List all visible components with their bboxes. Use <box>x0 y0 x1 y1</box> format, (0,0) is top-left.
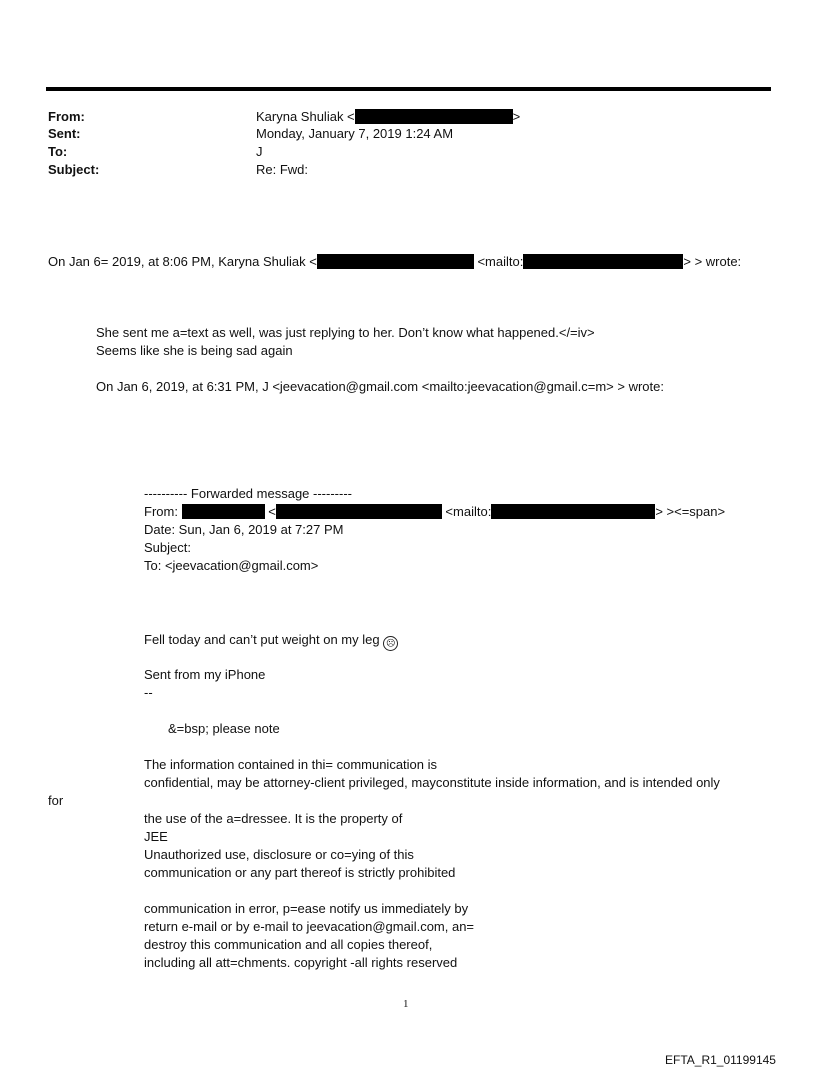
subject-label: Subject: <box>48 162 100 177</box>
to-label: To: <box>48 144 68 159</box>
disclaimer-line: confidential, may be attorney-client privileged, mayconstitute inside information, and is intended only <box>144 775 720 790</box>
redaction-box <box>523 254 683 269</box>
reply-intro-text: On Jan 6= 2019, at 8:06 PM, Karyna Shuliak < <box>48 254 317 269</box>
forwarded-to: To: <jeevacation@gmail.com> <box>144 558 319 573</box>
redaction-box <box>491 504 655 519</box>
disclaimer-line: for <box>48 793 64 808</box>
message-body <box>144 631 398 651</box>
mailto-text: <mailto: <box>445 504 492 519</box>
subject-value: Re: Fwd: <box>256 162 309 177</box>
redaction-box <box>182 504 265 519</box>
forwarded-from-tail: > ><=span> <box>655 504 726 519</box>
reply-intro <box>48 253 741 270</box>
document-id: EFTA_R1_01199145 <box>665 1053 776 1067</box>
from-value <box>256 108 520 125</box>
reply-intro-tail: > > wrote: <box>683 254 742 269</box>
disclaimer-line: including all att=chments. copyright -all rights reserved <box>144 955 458 970</box>
from-label: From: <box>48 109 85 124</box>
redaction-box <box>355 109 513 124</box>
forwarded-title: ---------- Forwarded message --------- <box>144 486 352 501</box>
forwarded-from-label: From: <box>144 504 178 519</box>
from-name: Karyna Shuliak < <box>256 109 355 124</box>
disclaimer-line: JEE <box>144 829 168 844</box>
redaction-box <box>276 504 442 519</box>
redaction-box <box>317 254 474 269</box>
message-dashes: -- <box>144 685 153 700</box>
reply-line-2: Seems like she is being sad again <box>96 343 293 358</box>
disclaimer-line: communication or any part thereof is strictly prohibited <box>144 865 456 880</box>
forwarded-date: Date: Sun, Jan 6, 2019 at 7:27 PM <box>144 522 344 537</box>
disclaimer-line: Unauthorized use, disclosure or co=ying of this <box>144 847 414 862</box>
header-rule <box>46 87 771 91</box>
disclaimer-line: destroy this communication and all copies thereof, <box>144 937 433 952</box>
forwarded-from <box>144 503 725 520</box>
disclaimer-line: the use of the a=dressee. It is the property of <box>144 811 403 826</box>
forwarded-from-lt: < <box>268 504 276 519</box>
reply-line-3: On Jan 6, 2019, at 6:31 PM, J <jeevacation@gmail.com <mailto:jeevacation@gmail.c=m> > wrote: <box>96 379 664 394</box>
disclaimer-line: The information contained in thi= communication is <box>144 757 438 772</box>
to-value: J <box>256 144 263 159</box>
sent-value: Monday, January 7, 2019 1:24 AM <box>256 126 454 141</box>
mailto-text: <mailto: <box>477 254 524 269</box>
from-close: > <box>512 109 521 124</box>
reply-line-1: She sent me a=text as well, was just replying to her. Don’t know what happened.</=iv> <box>96 325 595 340</box>
message-signature: Sent from my iPhone <box>144 667 266 682</box>
disclaimer-line: return e-mail or by e-mail to jeevacation@gmail.com, an= <box>144 919 475 934</box>
please-note: &=bsp; please note <box>168 721 280 736</box>
sad-face-icon: ☹ <box>383 636 398 651</box>
message-body-text: Fell today and can’t put weight on my leg <box>144 632 380 647</box>
sent-label: Sent: <box>48 126 81 141</box>
disclaimer-line: communication in error, p=ease notify us immediately by <box>144 901 469 916</box>
forwarded-subject: Subject: <box>144 540 191 555</box>
page-number: 1 <box>403 998 409 1010</box>
